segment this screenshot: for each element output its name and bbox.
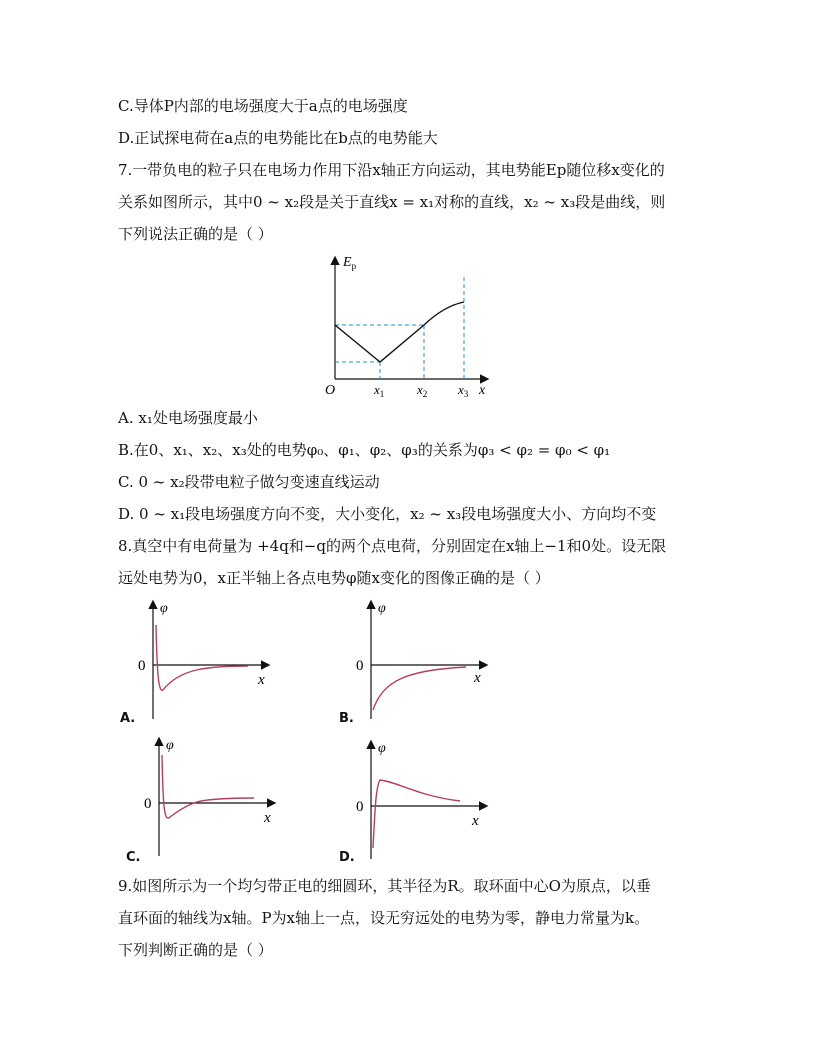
q7-ep-curve: [335, 325, 424, 362]
q7-tick-1: x: [374, 382, 380, 397]
q8-b-xlabel: x: [474, 670, 481, 686]
svg-text:x1: [373, 382, 384, 399]
q8-a-zero: 0: [138, 658, 146, 674]
q8-d-ylabel: φ: [378, 741, 386, 756]
q8-b-zero: 0: [356, 658, 364, 674]
q8-graph-c: [136, 735, 286, 860]
q9-stem-2: 直环面的轴线为x轴。P为x轴上一点，设无穷远处的电势为零，静电力常量为k。: [118, 909, 650, 927]
q7-ylabel-sub: p: [351, 261, 357, 271]
q9-stem-3: 下列判断正确的是（ ）: [118, 941, 273, 959]
q7-origin: O: [325, 383, 336, 398]
q8-a-ylabel: φ: [160, 601, 168, 616]
q7-ylabel: E: [343, 255, 352, 270]
q8-graph-d: [348, 738, 498, 863]
q7-option-c: C. 0 ~ x₂段带电粒子做匀变速直线运动: [118, 473, 380, 491]
q8-option-a-label: A.: [120, 711, 136, 726]
q7-stem-3: 下列说法正确的是（ ）: [118, 225, 273, 243]
q7-xlabel: x: [479, 383, 486, 398]
q9-stem-1: 9.如图所示为一个均匀带正电的细圆环，其半径为R。取环面中心O为原点，以垂: [118, 877, 651, 895]
q7-figure: [320, 252, 490, 402]
q7-option-b: B.在0、x₁、x₂、x₃处的电势φ₀、φ₁、φ₂、φ₃的关系为φ₃ < φ₂ = φ₀ < φ₁: [118, 441, 611, 459]
q8-curve-c: [162, 755, 254, 818]
q8-curve-d: [373, 780, 460, 848]
q8-b-ylabel: φ: [378, 601, 386, 616]
q8-c-ylabel: φ: [166, 738, 174, 753]
q8-c-xlabel: x: [264, 810, 271, 826]
svg-text:x3: [457, 382, 469, 399]
q7-tick-1-sub: 1: [379, 389, 385, 399]
svg-text:Ep: [342, 255, 357, 271]
q6-option-d: D.正试探电荷在a点的电势能比在b点的电势能大: [118, 129, 438, 147]
q7-option-d: D. 0 ~ x₁段电场强度方向不变，大小变化，x₂ ~ x₃段电场强度大小、方向均不变: [118, 505, 657, 523]
q8-graph-a: [130, 598, 280, 723]
svg-text:x2: [416, 382, 427, 399]
q7-tick-3: x: [458, 382, 464, 397]
q8-option-c-label: C.: [126, 850, 141, 865]
q7-stem-1: 7.一带负电的粒子只在电场力作用下沿x轴正方向运动，其电势能Ep随位移x变化的: [118, 161, 665, 179]
q8-curve-a: [156, 625, 248, 690]
q7-tick-2: x: [417, 382, 423, 397]
q7-tick-2-sub: 2: [422, 389, 428, 399]
q8-a-xlabel: x: [258, 672, 265, 688]
q8-c-zero: 0: [144, 796, 152, 812]
q6-option-c: C.导体P内部的电场强度大于a点的电场强度: [118, 97, 408, 115]
q7-option-a: A. x₁处电场强度最小: [118, 409, 258, 427]
q7-stem-2: 关系如图所示，其中0 ~ x₂段是关于直线x = x₁对称的直线，x₂ ~ x₃段是曲线，则: [118, 193, 666, 211]
q7-ep-curve-tail: [424, 302, 464, 325]
q8-curve-b: [373, 667, 466, 710]
q7-tick-3-sub: 3: [463, 389, 469, 399]
q8-graph-b: [348, 598, 498, 723]
q8-stem-2: 远处电势为0，x正半轴上各点电势φ随x变化的图像正确的是（ ）: [118, 569, 550, 587]
q8-option-b-label: B.: [339, 711, 354, 726]
q8-d-xlabel: x: [472, 813, 479, 829]
q8-d-zero: 0: [356, 799, 364, 815]
q8-option-d-label: D.: [339, 850, 355, 865]
q8-stem-1: 8.真空中有电荷量为 +4q和−q的两个点电荷，分别固定在x轴上−1和0处。设无限: [118, 537, 667, 555]
